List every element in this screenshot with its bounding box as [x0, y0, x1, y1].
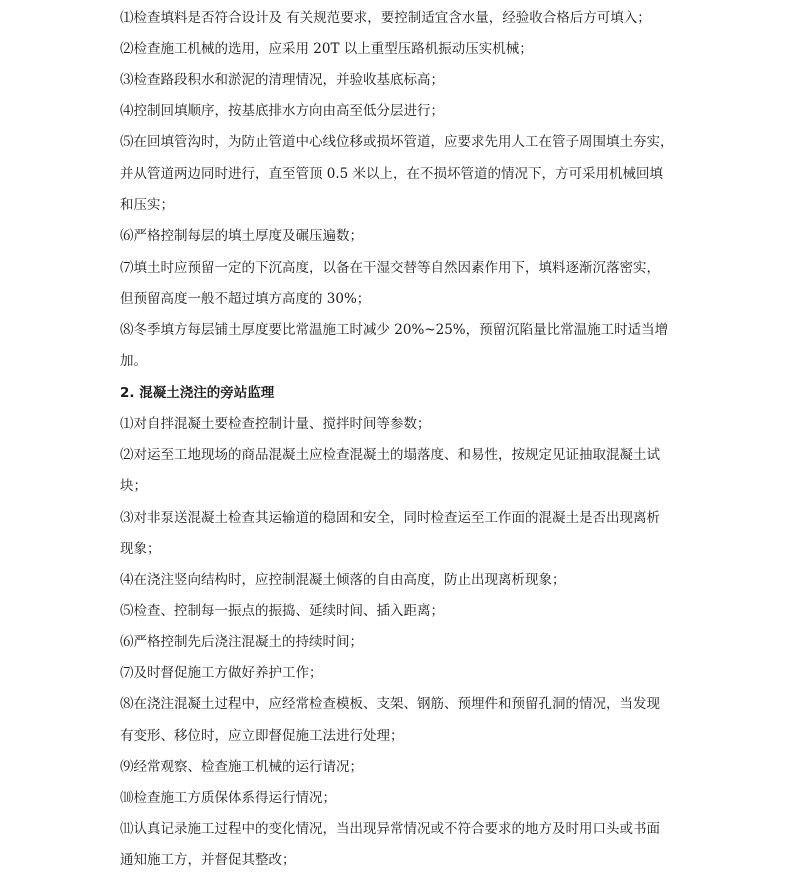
text-line: ⑶对非泵送混凝土检查其运输道的稳固和安全，同时检查运至工作面的混凝土是否出现离析 — [120, 510, 660, 526]
text-line: ⑺填土时应预留一定的下沉高度，以备在干湿交替等自然因素作用下，填料逐渐沉落密实， — [120, 260, 660, 276]
text-line: ⑵检查施工机械的选用，应采用 20T 以上重型压路机振动压实机械； — [120, 41, 533, 57]
text-line: ⑽检查施工方质保体系得运行情况； — [120, 790, 336, 806]
text-line: ⑹严格控制先后浇注混凝土的持续时间； — [120, 634, 363, 650]
text-line: 并从管道两边同时进行，直至管顶 0.5 米以上，在不损坏管道的情况下，方可采用机械回填 — [120, 166, 664, 182]
text-line: 现象； — [120, 541, 161, 557]
text-line: ⑺及时督促施工方做好养护工作； — [120, 665, 323, 681]
text-line: ⑶检查路段积水和淤泥的清理情况，并验收基底标高； — [120, 72, 444, 88]
text-line: ⑴检查填料是否符合设计及 有关规范要求，要控制适宜含水量，经验收合格后方可填入； — [120, 10, 651, 26]
text-line: ⑼经常观察、检查施工机械的运行请况； — [120, 759, 363, 775]
text-line: ⑸检查、控制每一振点的振捣、延续时间、插入距离； — [120, 603, 444, 619]
text-line: ⑻在浇注混凝土过程中，应经常检查模板、支架、钢筋、预埋件和预留孔洞的情况，当发现 — [120, 696, 660, 712]
section-heading: 2. 混凝土浇注的旁站监理 — [120, 385, 275, 401]
text-line: ⑴对自拌混凝土要检查控制计量、搅拌时间等参数； — [120, 416, 431, 432]
text-line: 加。 — [120, 353, 147, 369]
text-line: ⑷在浇注竖向结构时，应控制混凝土倾落的自由高度，防止出现离析现象； — [120, 572, 566, 588]
text-line: 和压实； — [120, 197, 174, 213]
text-line: ⑻冬季填方每层铺土厚度要比常温施工时减少 20%~25%，预留沉陷量比常温施工时适当增 — [120, 322, 669, 338]
text-line: ⑹严格控制每层的填土厚度及碾压遍数； — [120, 228, 363, 244]
text-line: ⑸在回填管沟时，为防止管道中心线位移或损坏管道，应要求先用人工在管子周围填土夯实， — [120, 134, 674, 150]
text-line: 有变形、移位时，应立即督促施工法进行处理； — [120, 728, 404, 744]
text-line: 块； — [120, 478, 147, 494]
text-line: ⑵对运至工地现场的商品混凝土应检查混凝土的塌落度、和易性，按规定见证抽取混凝土试 — [120, 447, 660, 463]
text-line: 但预留高度一般不超过填方高度的 30%； — [120, 291, 371, 307]
text-line: 通知施工方，并督促其整改； — [120, 852, 296, 868]
text-line: ⑷控制回填顺序，按基底排水方向由高至低分层进行； — [120, 103, 444, 119]
text-line: ⑾认真记录施工过程中的变化情况，当出现异常情况或不符合要求的地方及时用口头或书面 — [120, 821, 660, 837]
